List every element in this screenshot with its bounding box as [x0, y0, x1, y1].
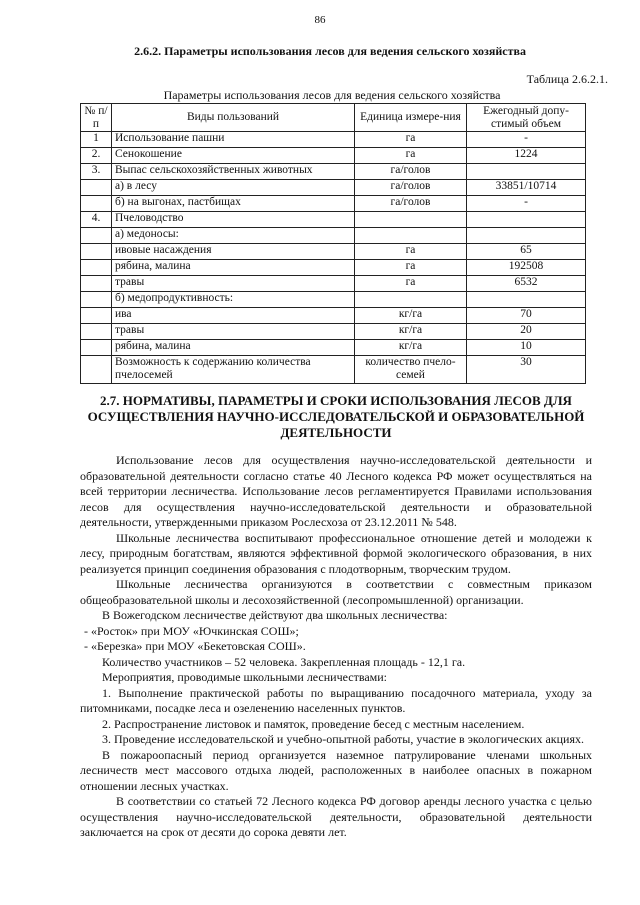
header-number: № п/п	[81, 104, 112, 132]
table-row	[81, 292, 586, 308]
cell-number: 4.	[81, 212, 112, 228]
cell-unit: кг/га	[355, 340, 467, 356]
cell-use-type: Выпас сельскохозяйственных животных	[112, 164, 355, 180]
cell-volume	[467, 212, 586, 228]
cell-unit	[355, 212, 467, 228]
cell-number	[81, 356, 112, 384]
paragraph: 1. Выполнение практической работы по выращиванию посадочного материала, уходу за питомниками, посадке леса и озеленению населенных пунктов.	[80, 685, 592, 715]
table-row	[81, 340, 586, 356]
cell-volume: -	[467, 132, 586, 148]
cell-number	[81, 292, 112, 308]
cell-unit: кг/га	[355, 308, 467, 324]
table-row	[81, 196, 586, 212]
page-number: 86	[314, 14, 326, 26]
cell-use-type: травы	[112, 276, 355, 292]
cell-volume: 65	[467, 244, 586, 260]
cell-unit: количество пчело-семей	[355, 356, 467, 384]
header-volume: Ежегодный допу-стимый объем	[467, 104, 586, 132]
cell-use-type: травы	[112, 324, 355, 340]
cell-unit: га	[355, 260, 467, 276]
paragraph: Школьные лесничества воспитывают профессиональное отношение детей и молодежи к лесу, природным богатствам, являются эффективной формой экологического образования, в них реализуется принцип соединения образования с плодотворным, творческим трудом.	[80, 530, 592, 576]
parameters-table	[80, 103, 586, 384]
cell-use-type: б) медопродуктивность:	[112, 292, 355, 308]
cell-number	[81, 276, 112, 292]
cell-unit: кг/га	[355, 324, 467, 340]
cell-unit: га	[355, 276, 467, 292]
paragraph: Использование лесов для осуществления научно-исследовательской деятельности и образовательной деятельности согласно статье 40 Лесного кодекса РФ может осуществляться на всей территории лесничества. Использование лесов регламентируется Правилами использования лесов для осуществления научно-исследовательской деятельности и образовательной деятельности, утвержденными приказом Рослесхоза от 23.12.2011 № 548.	[80, 453, 592, 529]
cell-use-type: Пчеловодство	[112, 212, 355, 228]
section-heading-2-7: 2.7. НОРМАТИВЫ, ПАРАМЕТРЫ И СРОКИ ИСПОЛЬЗОВАНИЯ ЛЕСОВ ДЛЯ ОСУЩЕСТВЛЕНИЯ НАУЧНО-ИССЛЕДОВАТЕЛЬСКОЙ И ОБРАЗОВАТЕЛЬНОЙ ДЕЯТЕЛЬНОСТИ	[87, 393, 585, 440]
table-caption: Параметры использования лесов для ведения сельского хозяйства	[163, 88, 501, 102]
cell-unit: га/голов	[355, 164, 467, 180]
cell-unit: га	[355, 244, 467, 260]
paragraph: В Вожегодском лесничестве действуют два школьных лесничества:	[102, 608, 448, 622]
cell-number	[81, 308, 112, 324]
cell-volume	[467, 292, 586, 308]
cell-unit: га/голов	[355, 196, 467, 212]
paragraph: 2. Распространение листовок и памяток, проведение бесед с местным населением.	[102, 716, 525, 731]
table-row	[81, 244, 586, 260]
cell-number	[81, 340, 112, 356]
cell-number	[81, 260, 112, 276]
table-row	[81, 356, 586, 384]
cell-use-type: ива	[112, 308, 355, 324]
cell-number: 2.	[81, 148, 112, 164]
cell-use-type: а) медоносы:	[112, 228, 355, 244]
paragraph: - «Березка» при МОУ «Бекетовская СОШ».	[84, 639, 306, 653]
cell-unit	[355, 228, 467, 244]
cell-number	[81, 196, 112, 212]
section-heading: 2.6.2. Параметры использования лесов для ведения сельского хозяйства	[134, 44, 526, 58]
cell-volume	[467, 228, 586, 244]
cell-volume: 10	[467, 340, 586, 356]
cell-number	[81, 180, 112, 196]
cell-unit	[355, 292, 467, 308]
table-row	[81, 164, 586, 180]
table-row	[81, 132, 586, 148]
cell-use-type: рябина, малина	[112, 340, 355, 356]
table-row	[81, 324, 586, 340]
cell-volume: 33851/10714	[467, 180, 586, 196]
cell-number	[81, 244, 112, 260]
table-row	[81, 260, 586, 276]
paragraph: 3. Проведение исследовательской и учебно-опытной работы, участие в экологических акциях.	[102, 732, 584, 746]
cell-volume: -	[467, 196, 586, 212]
table-row	[81, 308, 586, 324]
cell-use-type: Использование пашни	[112, 132, 355, 148]
table-row	[81, 276, 586, 292]
table-number: Таблица 2.6.2.1.	[526, 72, 608, 86]
paragraph: Мероприятия, проводимые школьными лесничествами:	[102, 670, 388, 684]
paragraph: В пожароопасный период организуется наземное патрулирование членами школьных лесничеств мест массового отдыха людей, расположенных в наиболее опасных в пожарном отношении лесных участках.	[80, 747, 592, 793]
header-unit: Единица измере-ния	[355, 104, 467, 132]
table-row	[81, 212, 586, 228]
cell-volume: 6532	[467, 276, 586, 292]
cell-number	[81, 228, 112, 244]
cell-use-type: б) на выгонах, пастбищах	[112, 196, 355, 212]
cell-use-type: а) в лесу	[112, 180, 355, 196]
header-use-type: Виды пользований	[112, 104, 355, 132]
cell-volume: 1224	[467, 148, 586, 164]
cell-unit: га	[355, 132, 467, 148]
cell-use-type: Возможность к содержанию количества пчелосемей	[112, 356, 355, 384]
cell-unit: га/голов	[355, 180, 467, 196]
cell-number: 1	[81, 132, 112, 148]
paragraph: В соответствии со статьей 72 Лесного кодекса РФ договор аренды лесного участка с целью осуществления научно-исследовательской деятельности, образовательной деятельности заключается на срок от десяти до сорока девяти лет.	[80, 794, 592, 839]
cell-volume: 30	[467, 356, 586, 384]
body-text	[80, 453, 592, 841]
table-row	[81, 180, 586, 196]
cell-volume: 192508	[467, 260, 586, 276]
paragraph: - «Росток» при МОУ «Ючкинская СОШ»;	[84, 623, 299, 638]
cell-volume: 70	[467, 308, 586, 324]
cell-volume: 20	[467, 324, 586, 340]
cell-volume	[467, 164, 586, 180]
cell-number	[81, 324, 112, 340]
paragraph: Количество участников – 52 человека. Закрепленная площадь - 12,1 га.	[102, 654, 466, 669]
table-row	[81, 228, 586, 244]
cell-use-type: рябина, малина	[112, 260, 355, 276]
table-header-row	[81, 104, 586, 132]
paragraph: Школьные лесничества организуются в соответствии с совместным приказом общеобразовательной школы и лесохозяйственной (лесопромышленной) организации.	[80, 577, 592, 607]
cell-use-type: Сенокошение	[112, 148, 355, 164]
table-row	[81, 148, 586, 164]
cell-unit: га	[355, 148, 467, 164]
cell-use-type: ивовые насаждения	[112, 244, 355, 260]
cell-number: 3.	[81, 164, 112, 180]
